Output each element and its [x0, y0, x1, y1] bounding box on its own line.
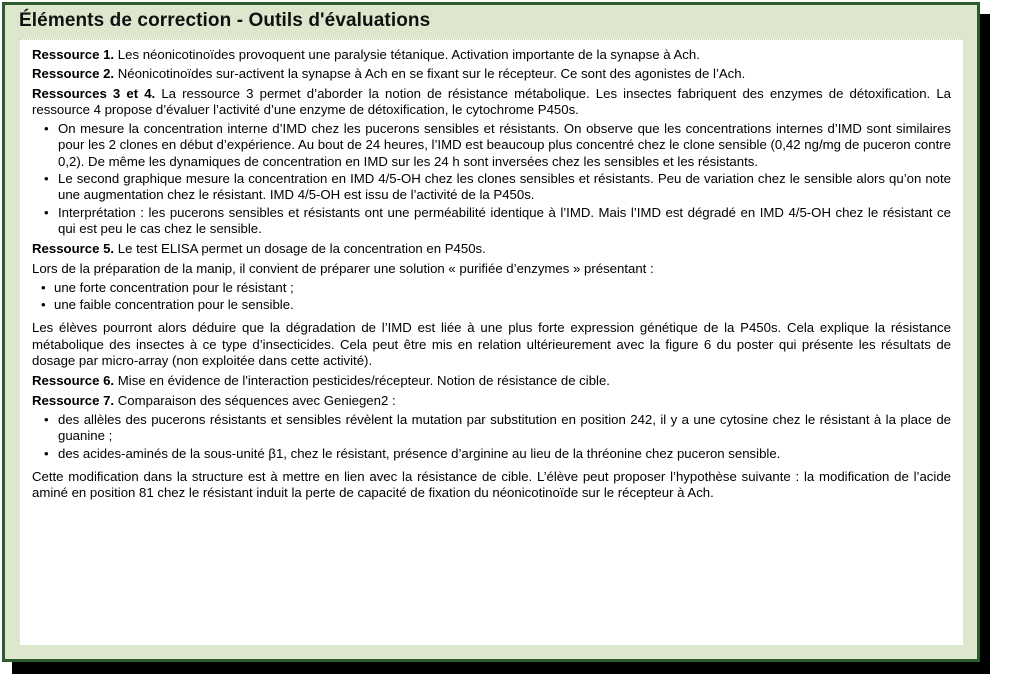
bullet-icon: • [44, 411, 49, 427]
paragraph-ressource-6 [32, 373, 951, 389]
bullet-icon: • [44, 171, 49, 187]
list-item-text: des acides-aminés de la sous-unité β1, chez le résistant, présence d’arginine au lieu de la thréonine chez puceron sensible. [58, 445, 781, 461]
bullet-list-solution-concentrations [32, 280, 951, 314]
document-content-sheet [19, 39, 963, 645]
list-item-text: une forte concentration pour le résistant ; [54, 279, 294, 295]
paragraph-eleves-deduction: Les élèves pourront alors déduire que la dégradation de l’IMD est liée à une plus forte expression génétique de la P450s. Cela explique la résistance métabolique des insectes à ce type d’insecticides. Cela peut être mis en relation ultérieurement avec la figure 6 du poster qui présente les résultats de dosage par micro-array (non exploitée dans cette activité). [32, 320, 951, 369]
bullet-icon: • [44, 445, 49, 461]
ressources-3-4-label: Ressources 3 et 4. [32, 85, 156, 101]
paragraph-final-conclusion: Cette modification dans la structure est à mettre en lien avec la résistance de cible. L’élève peut proposer l’hypothèse suivante : la modification de l’acide aminé en position 81 chez le résistant induit la perte de capacité de fixation du néonicotinoïde sur le récepteur à Ach. [32, 468, 951, 501]
list-item [32, 121, 951, 170]
ressource-2-label: Ressource 2. [32, 66, 115, 82]
paragraph-ressource-7 [32, 393, 951, 409]
paragraph-ressource-2 [32, 66, 951, 82]
ressource-1-text: Les néonicotinoïdes provoquent une paralysie tétanique. Activation importante de la synapse à Ach. [114, 47, 700, 62]
ressource-7-label: Ressource 7. [32, 392, 115, 408]
list-item-text: Le second graphique mesure la concentration en IMD 4/5-OH chez les clones sensibles et résistants. Peu de variation chez le sensible alors qu’on note une augmentation chez le résistant. IMD 4/5-OH est issu de l’activité de la P450s. [58, 171, 951, 203]
list-item-text: On mesure la concentration interne d’IMD chez les pucerons sensibles et résistants. On observe que les concentrations internes d’IMD sont similaires pour les 2 clones en début d’expérience. Au bout de 24 heures, l’IMD est beaucoup plus concentré chez le clone sensible (0,42 ng/mg de puceron contre 0,2). De même les dynamiques de concentration en IMD sur les 24 h sont inversées chez les sensibles et les résistants. [58, 121, 951, 169]
list-item [32, 205, 951, 238]
list-item [32, 446, 951, 462]
list-item-text: Interprétation : les pucerons sensibles et résistants ont une perméabilité identique à l’IMD. Mais l’IMD est dégradé en IMD 4/5-OH chez le résistant ce qui est peu le cas chez le sensible. [58, 204, 951, 236]
page-title: Éléments de correction - Outils d'évaluations [19, 10, 431, 31]
ressource-7-text: Comparaison des séquences avec Geniegen2 : [114, 392, 396, 408]
paragraph-manip-intro: Lors de la préparation de la manip, il convient de préparer une solution « purifiée d’enzymes » présentant : [32, 260, 654, 276]
list-item [32, 297, 951, 313]
bullet-icon: • [44, 204, 49, 220]
list-item [32, 412, 951, 445]
paragraph-ressources-3-et-4 [32, 86, 951, 119]
ressource-6-text: Mise en évidence de l'interaction pesticides/récepteur. Notion de résistance de cible. [114, 373, 610, 389]
ressource-6-label: Ressource 6. [32, 373, 115, 389]
correction-document-card [2, 2, 980, 662]
ressource-2-text: Néonicotinoïdes sur-activent la synapse à Ach en se fixant sur le récepteur. Ce sont des agonistes de l’Ach. [114, 66, 746, 82]
ressource-1-label: Ressource 1. [32, 47, 115, 62]
list-item-text: des allèles des pucerons résistants et sensibles révèlent la mutation par substitution en position 242, il y a une cytosine chez le résistant à la place de guanine ; [58, 411, 951, 444]
paragraph-ressource-1 [32, 47, 951, 63]
bullet-icon: • [41, 297, 46, 313]
list-item-text: une faible concentration pour le sensible. [54, 297, 294, 313]
ressources-3-4-text: La ressource 3 permet d’aborder la notion de résistance métabolique. Les insectes fabriquent des enzymes de détoxification. La ressource 4 propose d’évaluer l’activité d’une enzyme de détoxification, le cytochrome P450s. [32, 85, 951, 117]
bullet-list-ressource-7 [32, 412, 951, 462]
bullet-icon: • [41, 279, 46, 295]
ressource-5-text: Le test ELISA permet un dosage de la concentration en P450s. [114, 241, 486, 257]
bullet-list-ressources-3-4 [32, 121, 951, 237]
paragraph-ressource-5 [32, 241, 951, 257]
list-item [32, 171, 951, 204]
list-item [32, 280, 951, 296]
ressource-5-label: Ressource 5. [32, 241, 115, 257]
bullet-icon: • [44, 121, 49, 137]
